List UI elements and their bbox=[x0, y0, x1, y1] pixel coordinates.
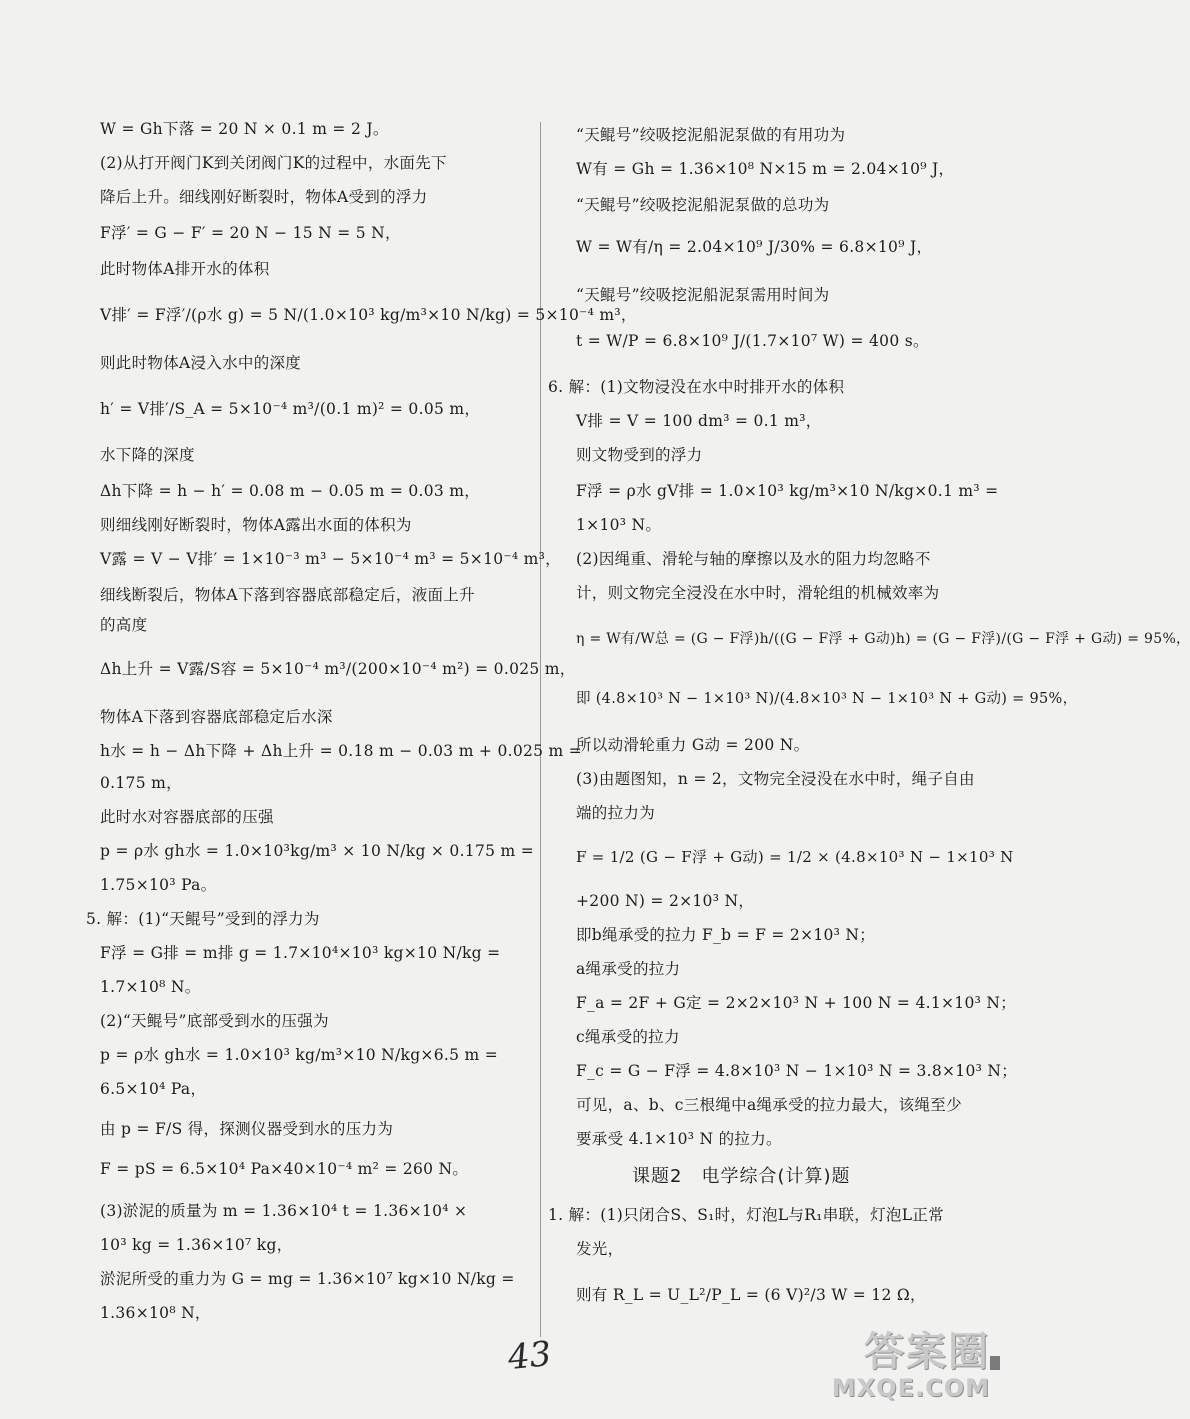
text-line: 物体A下落到容器底部稳定后水深 bbox=[100, 708, 333, 726]
text-line: 所以动滑轮重力 G动 = 200 N。 bbox=[576, 736, 810, 754]
formula-line: t = W/P = 6.8×10⁹ J/(1.7×10⁷ W) = 400 s。 bbox=[576, 332, 929, 350]
text-line: 6.5×10⁴ Pa， bbox=[100, 1080, 207, 1098]
formula-line: η = W有/W总 = (G − F浮)h/((G − F浮 + G动)h) = (G − F浮)/(G − F浮 + G动) = 95%， bbox=[576, 631, 1190, 647]
text-line: p = ρ水 gh水 = 1.0×10³kg/m³ × 10 N/kg × 0.175 m = bbox=[100, 842, 535, 860]
formula-line: 则有 R_L = U_L²/P_L = (6 V)²/3 W = 12 Ω， bbox=[576, 1286, 926, 1304]
text-line: 0.175 m， bbox=[100, 774, 182, 792]
text-line: “天鲲号”绞吸挖泥船泥泵做的总功为 bbox=[576, 196, 830, 214]
text-line: “天鲲号”绞吸挖泥船泥泵需用时间为 bbox=[576, 286, 830, 304]
text-line: 端的拉力为 bbox=[576, 804, 656, 822]
text-line: (3)淤泥的质量为 m = 1.36×10⁴ t = 1.36×10⁴ × bbox=[100, 1202, 468, 1220]
text-line: 则细线刚好断裂时，物体A露出水面的体积为 bbox=[100, 516, 412, 534]
text-line: 10³ kg = 1.36×10⁷ kg， bbox=[100, 1236, 293, 1254]
text-line: V排 = V = 100 dm³ = 0.1 m³， bbox=[576, 412, 822, 430]
formula-line: Δh上升 = V露/S容 = 5×10⁻⁴ m³/(200×10⁻⁴ m²) = 0.025 m， bbox=[100, 660, 576, 678]
text-line: 1.36×10⁸ N， bbox=[100, 1304, 211, 1322]
text-line: W有 = Gh = 1.36×10⁸ N×15 m = 2.04×10⁹ J， bbox=[576, 160, 955, 178]
text-line: F浮 = ρ水 gV排 = 1.0×10³ kg/m³×10 N/kg×0.1 m³ = bbox=[576, 482, 999, 500]
text-line: F浮′ = G − F′ = 20 N − 15 N = 5 N， bbox=[100, 224, 401, 242]
text-line: (2)“天鲲号”底部受到水的压强为 bbox=[100, 1012, 329, 1030]
text-line: 则文物受到的浮力 bbox=[576, 446, 703, 464]
text-line: V露 = V − V排′ = 1×10⁻³ m³ − 5×10⁻⁴ m³ = 5×10⁻⁴ m³， bbox=[100, 550, 561, 568]
text-line: 此时物体A排开水的体积 bbox=[100, 260, 270, 278]
text-line: 细线断裂后，物体A下落到容器底部稳定后，液面上升 bbox=[100, 586, 475, 604]
text-line: 计，则文物完全浸没在水中时，滑轮组的机械效率为 bbox=[576, 584, 940, 602]
formula-line: F = 1/2 (G − F浮 + G动) = 1/2 × (4.8×10³ N − 1×10³ N bbox=[576, 848, 1014, 866]
watermark-logo bbox=[828, 1318, 996, 1414]
text-line: +200 N) = 2×10³ N， bbox=[576, 892, 755, 910]
text-line: 降后上升。细线刚好断裂时，物体A受到的浮力 bbox=[100, 188, 428, 206]
text-line: p = ρ水 gh水 = 1.0×10³ kg/m³×10 N/kg×6.5 m = bbox=[100, 1046, 499, 1064]
text-line: a绳承受的拉力 bbox=[576, 960, 681, 978]
formula-line: V排′ = F浮′/(ρ水 g) = 5 N/(1.0×10³ kg/m³×10 N/kg) = 5×10⁻⁴ m³， bbox=[100, 306, 637, 324]
text-line: “天鲲号”绞吸挖泥船泥泵做的有用功为 bbox=[576, 126, 846, 144]
text-line: (2)从打开阀门K到关闭阀门K的过程中，水面先下 bbox=[100, 154, 447, 172]
watermark-url: MXQE.COM bbox=[831, 1374, 990, 1402]
formula-line: W = W有/η = 2.04×10⁹ J/30% = 6.8×10⁹ J， bbox=[576, 238, 933, 256]
text-line: 则此时物体A浸入水中的深度 bbox=[100, 354, 302, 372]
text-line: (2)因绳重、滑轮与轴的摩擦以及水的阻力均忽略不 bbox=[576, 550, 931, 568]
problem-heading: 1. 解：(1)只闭合S、S₁时，灯泡L与R₁串联，灯泡L正常 bbox=[548, 1206, 944, 1224]
text-line: 发光， bbox=[576, 1240, 624, 1258]
text-line: h水 = h − Δh下降 + Δh上升 = 0.18 m − 0.03 m + 0.025 m = bbox=[100, 742, 583, 760]
problem-heading: 6. 解：(1)文物浸没在水中时排开水的体积 bbox=[548, 378, 845, 396]
formula-line: 由 p = F/S 得，探测仪器受到水的压力为 bbox=[100, 1120, 394, 1138]
text-line: F浮 = G排 = m排 g = 1.7×10⁴×10³ kg×10 N/kg = bbox=[100, 944, 501, 962]
formula-line: h′ = V排′/S_A = 5×10⁻⁴ m³/(0.1 m)² = 0.05 m， bbox=[100, 400, 481, 418]
text-line: 此时水对容器底部的压强 bbox=[100, 808, 274, 826]
text-line: (3)由题图知，n = 2，文物完全浸没在水中时，绳子自由 bbox=[576, 770, 975, 788]
text-line: 淤泥所受的重力为 G = mg = 1.36×10⁷ kg×10 N/kg = bbox=[100, 1270, 515, 1288]
page-number: 43 bbox=[506, 1333, 554, 1379]
text-line: Δh下降 = h − h′ = 0.08 m − 0.05 m = 0.03 m， bbox=[100, 482, 481, 500]
page-edge-mark bbox=[990, 1356, 1000, 1370]
watermark-text: 答案圈 bbox=[864, 1329, 990, 1375]
formula-line: 即 (4.8×10³ N − 1×10³ N)/(4.8×10³ N − 1×10³ N + G动) = 95%， bbox=[576, 691, 1078, 707]
text-line: 水下降的深度 bbox=[100, 446, 195, 464]
text-line: F_a = 2F + G定 = 2×2×10³ N + 100 N = 4.1×10³ N； bbox=[576, 994, 1017, 1012]
text-line: 要承受 4.1×10³ N 的拉力。 bbox=[576, 1130, 782, 1148]
text-line: 1.7×10⁸ N。 bbox=[100, 978, 201, 996]
text-line: F = pS = 6.5×10⁴ Pa×40×10⁻⁴ m² = 260 N。 bbox=[100, 1160, 469, 1178]
text-line: 即b绳承受的拉力 F_b = F = 2×10³ N； bbox=[576, 926, 876, 944]
text-line: c绳承受的拉力 bbox=[576, 1028, 680, 1046]
problem-heading: 5. 解：(1)“天鲲号”受到的浮力为 bbox=[86, 910, 320, 928]
text-line: 1.75×10³ Pa。 bbox=[100, 876, 217, 894]
text-line: W = Gh下落 = 20 N × 0.1 m = 2 J。 bbox=[100, 120, 389, 138]
section-heading: 课题2 电学综合(计算)题 bbox=[632, 1166, 851, 1187]
text-line: 1×10³ N。 bbox=[576, 516, 662, 534]
text-line: 的高度 bbox=[100, 616, 148, 634]
text-line: 可见，a、b、c三根绳中a绳承受的拉力最大，该绳至少 bbox=[576, 1096, 962, 1114]
text-line: F_c = G − F浮 = 4.8×10³ N − 1×10³ N = 3.8×10³ N； bbox=[576, 1062, 1018, 1080]
